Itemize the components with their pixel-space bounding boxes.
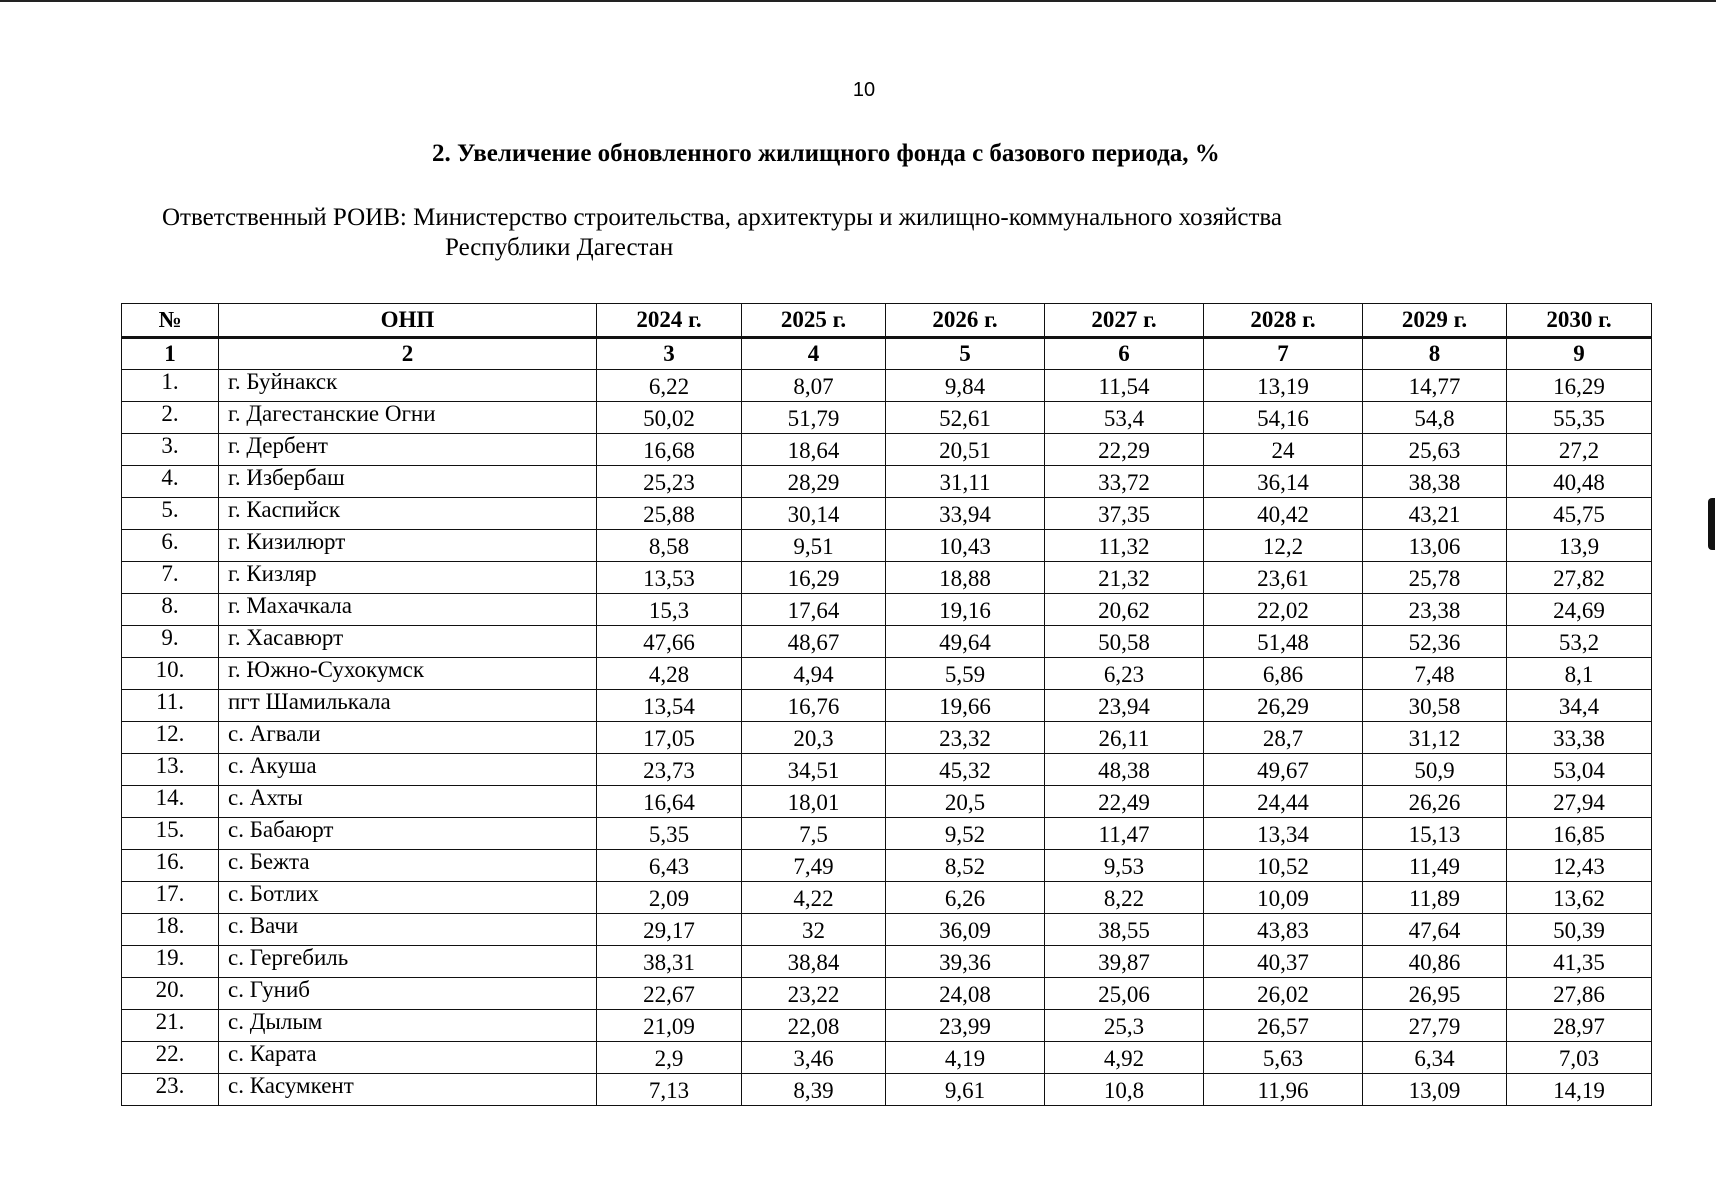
table-row bbox=[122, 882, 1652, 914]
value-cell: 28,29 bbox=[742, 466, 886, 498]
value-cell: 22,29 bbox=[1045, 434, 1204, 466]
row-number: 20. bbox=[122, 978, 219, 1010]
value-cell: 7,13 bbox=[597, 1074, 742, 1106]
value-cell: 40,37 bbox=[1204, 946, 1363, 978]
settlement-name: с. Ахты bbox=[219, 786, 597, 818]
value-cell: 48,67 bbox=[742, 626, 886, 658]
value-cell: 39,36 bbox=[886, 946, 1045, 978]
value-cell: 22,08 bbox=[742, 1010, 886, 1042]
settlement-name: с. Агвали bbox=[219, 722, 597, 754]
value-cell: 52,36 bbox=[1363, 626, 1507, 658]
column-number: 7 bbox=[1204, 338, 1363, 370]
row-number: 9. bbox=[122, 626, 219, 658]
value-cell: 20,3 bbox=[742, 722, 886, 754]
value-cell: 18,88 bbox=[886, 562, 1045, 594]
column-number: 3 bbox=[597, 338, 742, 370]
value-cell: 38,55 bbox=[1045, 914, 1204, 946]
value-cell: 30,14 bbox=[742, 498, 886, 530]
value-cell: 19,16 bbox=[886, 594, 1045, 626]
value-cell: 55,35 bbox=[1507, 402, 1652, 434]
value-cell: 25,3 bbox=[1045, 1010, 1204, 1042]
column-number: 4 bbox=[742, 338, 886, 370]
value-cell: 5,63 bbox=[1204, 1042, 1363, 1074]
value-cell: 36,14 bbox=[1204, 466, 1363, 498]
value-cell: 53,4 bbox=[1045, 402, 1204, 434]
value-cell: 11,89 bbox=[1363, 882, 1507, 914]
value-cell: 20,5 bbox=[886, 786, 1045, 818]
row-number: 8. bbox=[122, 594, 219, 626]
value-cell: 45,75 bbox=[1507, 498, 1652, 530]
value-cell: 54,8 bbox=[1363, 402, 1507, 434]
value-cell: 13,54 bbox=[597, 690, 742, 722]
value-cell: 50,02 bbox=[597, 402, 742, 434]
value-cell: 18,64 bbox=[742, 434, 886, 466]
value-cell: 23,22 bbox=[742, 978, 886, 1010]
value-cell: 47,66 bbox=[597, 626, 742, 658]
row-number: 14. bbox=[122, 786, 219, 818]
value-cell: 40,48 bbox=[1507, 466, 1652, 498]
table-row bbox=[122, 1042, 1652, 1074]
row-number: 21. bbox=[122, 1010, 219, 1042]
value-cell: 25,23 bbox=[597, 466, 742, 498]
value-cell: 33,94 bbox=[886, 498, 1045, 530]
value-cell: 50,39 bbox=[1507, 914, 1652, 946]
row-number: 17. bbox=[122, 882, 219, 914]
value-cell: 23,94 bbox=[1045, 690, 1204, 722]
table-row bbox=[122, 498, 1652, 530]
header-year-2025: 2025 г. bbox=[742, 304, 886, 338]
value-cell: 27,94 bbox=[1507, 786, 1652, 818]
value-cell: 22,67 bbox=[597, 978, 742, 1010]
value-cell: 2,09 bbox=[597, 882, 742, 914]
column-number: 6 bbox=[1045, 338, 1204, 370]
value-cell: 13,19 bbox=[1204, 370, 1363, 402]
value-cell: 16,29 bbox=[1507, 370, 1652, 402]
scan-top-border bbox=[0, 0, 1716, 2]
settlement-name: с. Акуша bbox=[219, 754, 597, 786]
value-cell: 49,67 bbox=[1204, 754, 1363, 786]
value-cell: 11,96 bbox=[1204, 1074, 1363, 1106]
value-cell: 13,62 bbox=[1507, 882, 1652, 914]
header-year-2024: 2024 г. bbox=[597, 304, 742, 338]
settlement-name: г. Кизилюрт bbox=[219, 530, 597, 562]
value-cell: 19,66 bbox=[886, 690, 1045, 722]
value-cell: 14,19 bbox=[1507, 1074, 1652, 1106]
value-cell: 6,86 bbox=[1204, 658, 1363, 690]
value-cell: 24,69 bbox=[1507, 594, 1652, 626]
value-cell: 9,61 bbox=[886, 1074, 1045, 1106]
table-row bbox=[122, 466, 1652, 498]
value-cell: 4,92 bbox=[1045, 1042, 1204, 1074]
row-number: 5. bbox=[122, 498, 219, 530]
settlement-name: г. Дербент bbox=[219, 434, 597, 466]
row-number: 6. bbox=[122, 530, 219, 562]
value-cell: 12,43 bbox=[1507, 850, 1652, 882]
value-cell: 50,58 bbox=[1045, 626, 1204, 658]
value-cell: 53,2 bbox=[1507, 626, 1652, 658]
settlement-name: г. Дагестанские Огни bbox=[219, 402, 597, 434]
table-row bbox=[122, 562, 1652, 594]
value-cell: 27,82 bbox=[1507, 562, 1652, 594]
value-cell: 11,32 bbox=[1045, 530, 1204, 562]
table-row bbox=[122, 850, 1652, 882]
value-cell: 34,4 bbox=[1507, 690, 1652, 722]
value-cell: 13,34 bbox=[1204, 818, 1363, 850]
value-cell: 17,64 bbox=[742, 594, 886, 626]
value-cell: 7,03 bbox=[1507, 1042, 1652, 1074]
table-row bbox=[122, 946, 1652, 978]
value-cell: 11,54 bbox=[1045, 370, 1204, 402]
value-cell: 23,32 bbox=[886, 722, 1045, 754]
value-cell: 26,95 bbox=[1363, 978, 1507, 1010]
value-cell: 40,42 bbox=[1204, 498, 1363, 530]
value-cell: 21,32 bbox=[1045, 562, 1204, 594]
value-cell: 4,94 bbox=[742, 658, 886, 690]
row-number: 13. bbox=[122, 754, 219, 786]
value-cell: 24,08 bbox=[886, 978, 1045, 1010]
value-cell: 20,51 bbox=[886, 434, 1045, 466]
value-cell: 7,48 bbox=[1363, 658, 1507, 690]
value-cell: 49,64 bbox=[886, 626, 1045, 658]
value-cell: 14,77 bbox=[1363, 370, 1507, 402]
value-cell: 27,86 bbox=[1507, 978, 1652, 1010]
value-cell: 16,29 bbox=[742, 562, 886, 594]
column-number: 8 bbox=[1363, 338, 1507, 370]
header-settlement: ОНП bbox=[219, 304, 597, 338]
settlement-name: г. Каспийск bbox=[219, 498, 597, 530]
table-row bbox=[122, 786, 1652, 818]
row-number: 10. bbox=[122, 658, 219, 690]
table-row bbox=[122, 754, 1652, 786]
value-cell: 10,09 bbox=[1204, 882, 1363, 914]
value-cell: 23,61 bbox=[1204, 562, 1363, 594]
row-number: 12. bbox=[122, 722, 219, 754]
section-title: 2. Увеличение обновленного жилищного фонда с базового периода, % bbox=[432, 140, 1220, 167]
value-cell: 53,04 bbox=[1507, 754, 1652, 786]
value-cell: 43,21 bbox=[1363, 498, 1507, 530]
value-cell: 13,9 bbox=[1507, 530, 1652, 562]
table-row bbox=[122, 594, 1652, 626]
table-row bbox=[122, 1010, 1652, 1042]
value-cell: 8,39 bbox=[742, 1074, 886, 1106]
value-cell: 8,58 bbox=[597, 530, 742, 562]
value-cell: 10,52 bbox=[1204, 850, 1363, 882]
value-cell: 33,38 bbox=[1507, 722, 1652, 754]
settlement-name: г. Южно-Сухокумск bbox=[219, 658, 597, 690]
value-cell: 2,9 bbox=[597, 1042, 742, 1074]
value-cell: 8,07 bbox=[742, 370, 886, 402]
value-cell: 16,76 bbox=[742, 690, 886, 722]
column-number-row bbox=[122, 338, 1652, 370]
settlement-name: с. Касумкент bbox=[219, 1074, 597, 1106]
table-row bbox=[122, 658, 1652, 690]
value-cell: 47,64 bbox=[1363, 914, 1507, 946]
responsible-line-2: Республики Дагестан bbox=[445, 234, 674, 261]
value-cell: 26,29 bbox=[1204, 690, 1363, 722]
value-cell: 11,49 bbox=[1363, 850, 1507, 882]
row-number: 11. bbox=[122, 690, 219, 722]
header-year-2029: 2029 г. bbox=[1363, 304, 1507, 338]
value-cell: 4,28 bbox=[597, 658, 742, 690]
housing-renewal-table bbox=[121, 303, 1652, 1106]
value-cell: 41,35 bbox=[1507, 946, 1652, 978]
table-row bbox=[122, 530, 1652, 562]
settlement-name: с. Бежта bbox=[219, 850, 597, 882]
value-cell: 9,84 bbox=[886, 370, 1045, 402]
value-cell: 20,62 bbox=[1045, 594, 1204, 626]
value-cell: 12,2 bbox=[1204, 530, 1363, 562]
value-cell: 13,53 bbox=[597, 562, 742, 594]
scan-edge-mark bbox=[1708, 498, 1715, 550]
value-cell: 38,38 bbox=[1363, 466, 1507, 498]
header-year-2030: 2030 г. bbox=[1507, 304, 1652, 338]
value-cell: 26,11 bbox=[1045, 722, 1204, 754]
value-cell: 54,16 bbox=[1204, 402, 1363, 434]
value-cell: 15,3 bbox=[597, 594, 742, 626]
value-cell: 28,97 bbox=[1507, 1010, 1652, 1042]
value-cell: 24,44 bbox=[1204, 786, 1363, 818]
row-number: 3. bbox=[122, 434, 219, 466]
value-cell: 43,83 bbox=[1204, 914, 1363, 946]
table-row bbox=[122, 690, 1652, 722]
settlement-name: с. Гуниб bbox=[219, 978, 597, 1010]
table-row bbox=[122, 434, 1652, 466]
value-cell: 6,26 bbox=[886, 882, 1045, 914]
value-cell: 25,88 bbox=[597, 498, 742, 530]
value-cell: 13,09 bbox=[1363, 1074, 1507, 1106]
value-cell: 6,43 bbox=[597, 850, 742, 882]
table-row bbox=[122, 1074, 1652, 1106]
value-cell: 6,22 bbox=[597, 370, 742, 402]
value-cell: 51,48 bbox=[1204, 626, 1363, 658]
value-cell: 4,19 bbox=[886, 1042, 1045, 1074]
value-cell: 3,46 bbox=[742, 1042, 886, 1074]
value-cell: 34,51 bbox=[742, 754, 886, 786]
value-cell: 13,06 bbox=[1363, 530, 1507, 562]
value-cell: 16,64 bbox=[597, 786, 742, 818]
value-cell: 39,87 bbox=[1045, 946, 1204, 978]
value-cell: 6,23 bbox=[1045, 658, 1204, 690]
value-cell: 7,49 bbox=[742, 850, 886, 882]
value-cell: 17,05 bbox=[597, 722, 742, 754]
value-cell: 31,12 bbox=[1363, 722, 1507, 754]
value-cell: 8,22 bbox=[1045, 882, 1204, 914]
value-cell: 6,34 bbox=[1363, 1042, 1507, 1074]
value-cell: 45,32 bbox=[886, 754, 1045, 786]
row-number: 15. bbox=[122, 818, 219, 850]
row-number: 2. bbox=[122, 402, 219, 434]
settlement-name: с. Бабаюрт bbox=[219, 818, 597, 850]
value-cell: 8,52 bbox=[886, 850, 1045, 882]
responsible-line-1: Ответственный РОИВ: Министерство строительства, архитектуры и жилищно-коммунального хозяйства bbox=[162, 204, 1283, 231]
value-cell: 29,17 bbox=[597, 914, 742, 946]
value-cell: 38,31 bbox=[597, 946, 742, 978]
value-cell: 7,5 bbox=[742, 818, 886, 850]
value-cell: 22,49 bbox=[1045, 786, 1204, 818]
value-cell: 23,38 bbox=[1363, 594, 1507, 626]
value-cell: 40,86 bbox=[1363, 946, 1507, 978]
header-year-2027: 2027 г. bbox=[1045, 304, 1204, 338]
table-row bbox=[122, 626, 1652, 658]
page-number: 10 bbox=[852, 79, 876, 101]
value-cell: 21,09 bbox=[597, 1010, 742, 1042]
value-cell: 4,22 bbox=[742, 882, 886, 914]
table-row bbox=[122, 370, 1652, 402]
value-cell: 15,13 bbox=[1363, 818, 1507, 850]
value-cell: 16,68 bbox=[597, 434, 742, 466]
value-cell: 32 bbox=[742, 914, 886, 946]
value-cell: 16,85 bbox=[1507, 818, 1652, 850]
value-cell: 31,11 bbox=[886, 466, 1045, 498]
value-cell: 52,61 bbox=[886, 402, 1045, 434]
settlement-name: г. Буйнакск bbox=[219, 370, 597, 402]
value-cell: 50,9 bbox=[1363, 754, 1507, 786]
value-cell: 26,57 bbox=[1204, 1010, 1363, 1042]
value-cell: 30,58 bbox=[1363, 690, 1507, 722]
value-cell: 23,73 bbox=[597, 754, 742, 786]
row-number: 7. bbox=[122, 562, 219, 594]
value-cell: 48,38 bbox=[1045, 754, 1204, 786]
value-cell: 5,59 bbox=[886, 658, 1045, 690]
value-cell: 36,09 bbox=[886, 914, 1045, 946]
settlement-name: с. Гергебиль bbox=[219, 946, 597, 978]
row-number: 16. bbox=[122, 850, 219, 882]
value-cell: 18,01 bbox=[742, 786, 886, 818]
settlement-name: г. Кизляр bbox=[219, 562, 597, 594]
settlement-name: пгт Шамилькала bbox=[219, 690, 597, 722]
settlement-name: с. Дылым bbox=[219, 1010, 597, 1042]
value-cell: 38,84 bbox=[742, 946, 886, 978]
value-cell: 9,52 bbox=[886, 818, 1045, 850]
settlement-name: с. Карата bbox=[219, 1042, 597, 1074]
column-number: 2 bbox=[219, 338, 597, 370]
settlement-name: с. Ботлих bbox=[219, 882, 597, 914]
value-cell: 11,47 bbox=[1045, 818, 1204, 850]
value-cell: 9,53 bbox=[1045, 850, 1204, 882]
value-cell: 27,2 bbox=[1507, 434, 1652, 466]
value-cell: 26,02 bbox=[1204, 978, 1363, 1010]
column-number: 5 bbox=[886, 338, 1045, 370]
column-number: 9 bbox=[1507, 338, 1652, 370]
value-cell: 23,99 bbox=[886, 1010, 1045, 1042]
settlement-name: г. Избербаш bbox=[219, 466, 597, 498]
row-number: 18. bbox=[122, 914, 219, 946]
value-cell: 26,26 bbox=[1363, 786, 1507, 818]
value-cell: 25,63 bbox=[1363, 434, 1507, 466]
value-cell: 37,35 bbox=[1045, 498, 1204, 530]
value-cell: 28,7 bbox=[1204, 722, 1363, 754]
table-row bbox=[122, 978, 1652, 1010]
value-cell: 33,72 bbox=[1045, 466, 1204, 498]
value-cell: 51,79 bbox=[742, 402, 886, 434]
table-row bbox=[122, 722, 1652, 754]
row-number: 4. bbox=[122, 466, 219, 498]
header-year-2026: 2026 г. bbox=[886, 304, 1045, 338]
settlement-name: г. Хасавюрт bbox=[219, 626, 597, 658]
row-number: 23. bbox=[122, 1074, 219, 1106]
value-cell: 10,43 bbox=[886, 530, 1045, 562]
table-header-row bbox=[122, 304, 1652, 338]
settlement-name: г. Махачкала bbox=[219, 594, 597, 626]
table-row bbox=[122, 818, 1652, 850]
header-number: № bbox=[122, 304, 219, 338]
value-cell: 22,02 bbox=[1204, 594, 1363, 626]
table-body bbox=[122, 370, 1652, 1106]
value-cell: 25,06 bbox=[1045, 978, 1204, 1010]
value-cell: 8,1 bbox=[1507, 658, 1652, 690]
value-cell: 24 bbox=[1204, 434, 1363, 466]
value-cell: 5,35 bbox=[597, 818, 742, 850]
value-cell: 10,8 bbox=[1045, 1074, 1204, 1106]
value-cell: 9,51 bbox=[742, 530, 886, 562]
value-cell: 25,78 bbox=[1363, 562, 1507, 594]
row-number: 19. bbox=[122, 946, 219, 978]
table-row bbox=[122, 914, 1652, 946]
responsible-authority bbox=[162, 203, 1282, 263]
settlement-name: с. Вачи bbox=[219, 914, 597, 946]
column-number: 1 bbox=[122, 338, 219, 370]
row-number: 22. bbox=[122, 1042, 219, 1074]
value-cell: 27,79 bbox=[1363, 1010, 1507, 1042]
header-year-2028: 2028 г. bbox=[1204, 304, 1363, 338]
row-number: 1. bbox=[122, 370, 219, 402]
table-row bbox=[122, 402, 1652, 434]
